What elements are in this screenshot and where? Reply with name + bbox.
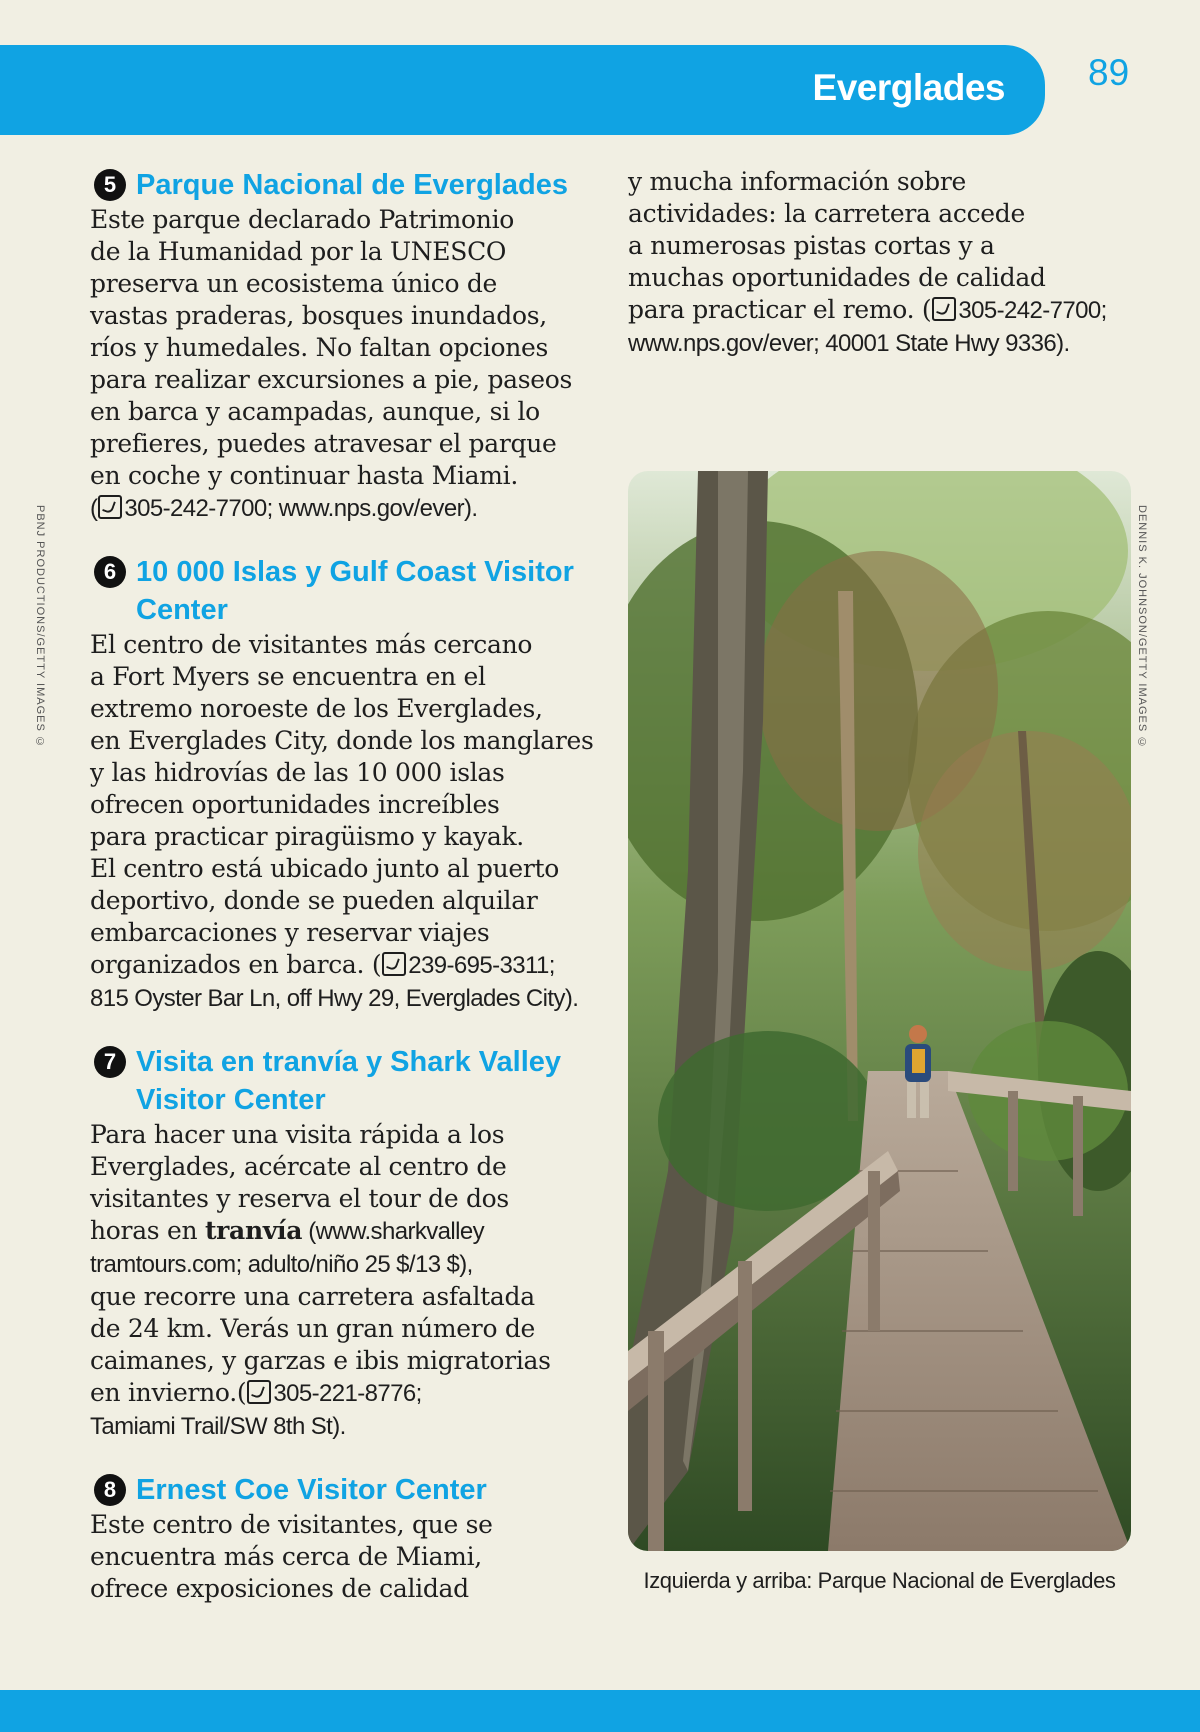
- entry-title: [90, 1471, 610, 1509]
- entry-7: [90, 1043, 610, 1443]
- entry-8: [90, 1471, 610, 1605]
- entry-body: [90, 629, 610, 1015]
- entry-description: El centro de visitantes más cercano a Fort Myers se encuentra en el extremo noroeste de los Everglades, en Everglades City, donde los manglares y las hidrovías de las 10 000 islas ofrecen oportunidades increíbles para practicar piragüismo y kayak. El centro está ubicado junto al puerto deportivo, donde se pueden alquilar embarcaciones y reservar viajes organizados en barca. (: [90, 630, 594, 979]
- phone-icon: [247, 1380, 271, 1404]
- entry-description: Para hacer una visita rápida a los Everglades, acércate al centro de visitantes y reserva el tour de dos horas en: [90, 1120, 509, 1245]
- entry-title-text: Visita en tranvía y Shark Valley Visitor Center: [136, 1046, 562, 1116]
- number-badge: 6: [94, 556, 126, 588]
- contact-info: (www.sharkvalley tramtours.com; adulto/niño 25 $/13 $),: [90, 1218, 485, 1278]
- info-text: 305-242-7700; www.nps.gov/ever).: [124, 495, 478, 522]
- number-badge: 7: [94, 1046, 126, 1078]
- photo-illustration: [628, 471, 1131, 1551]
- phone-icon: [932, 297, 956, 321]
- entry-title-text: Parque Nacional de Everglades: [136, 169, 568, 201]
- footer-bar: [0, 1690, 1200, 1732]
- number-badge: 8: [94, 1474, 126, 1506]
- entry-body: [90, 1119, 610, 1443]
- photo-credit-left: PBNJ PRODUCTIONS/GETTY IMAGES ©: [34, 505, 46, 749]
- phone-icon: [382, 952, 406, 976]
- entry-5: [90, 166, 610, 525]
- entry-title: [90, 1043, 610, 1119]
- section-title: Everglades: [812, 67, 1005, 108]
- entry-8-continuation: [628, 166, 1143, 360]
- right-column: [628, 166, 1143, 360]
- entry-body: [90, 204, 610, 525]
- header-bar: [0, 45, 1045, 135]
- entry-title-text: 10 000 Islas y Gulf Coast Visitor Center: [136, 556, 574, 626]
- photo-caption: Izquierda y arriba: Parque Nacional de Everglades: [643, 1568, 1116, 1593]
- entry-description: y mucha información sobre actividades: la carretera accede a numerosas pistas cortas y a muchas oportunidades de calidad para practicar el remo. (: [628, 167, 1046, 324]
- entry-description-continued: que recorre una carretera asfaltada de 24 km. Verás un gran número de caimanes, y garzas e ibis migratorias en invierno.(: [90, 1282, 551, 1407]
- entry-body: Este centro de visitantes, que se encuentra más cerca de Miami, ofrece exposiciones de calidad: [90, 1510, 493, 1603]
- boardwalk-forest-photo: [628, 471, 1131, 1551]
- entry-title: [90, 553, 610, 629]
- page-number: 89: [1088, 52, 1130, 93]
- contact-info: 305-221-8776; Tamiami Trail/SW 8th St).: [90, 1380, 422, 1440]
- bold-word: tranvía: [204, 1216, 303, 1245]
- entry-6: [90, 553, 610, 1015]
- info-open: (: [90, 495, 98, 522]
- left-column: [90, 166, 610, 1633]
- entry-title: [90, 166, 610, 204]
- contact-info: 305-242-7700; www.nps.gov/ever; 40001 State Hwy 9336).: [628, 297, 1107, 357]
- phone-icon: [98, 495, 122, 519]
- number-badge: 5: [94, 169, 126, 201]
- entry-title-text: Ernest Coe Visitor Center: [136, 1474, 487, 1506]
- contact-info: [90, 495, 477, 522]
- photo-credit-right: DENNIS K. JOHNSON/GETTY IMAGES ©: [1136, 505, 1148, 750]
- contact-info: 239-695-3311; 815 Oyster Bar Ln, off Hwy 29, Everglades City).: [90, 952, 579, 1012]
- entry-description: Este parque declarado Patrimonio de la Humanidad por la UNESCO preserva un ecosistema único de vastas praderas, bosques inundados, ríos y humedales. No faltan opciones para realizar excursiones a pie, paseos en barca y acampadas, aunque, si lo prefieres, puedes atravesar el parque en coche y continuar hasta Miami.: [90, 205, 573, 490]
